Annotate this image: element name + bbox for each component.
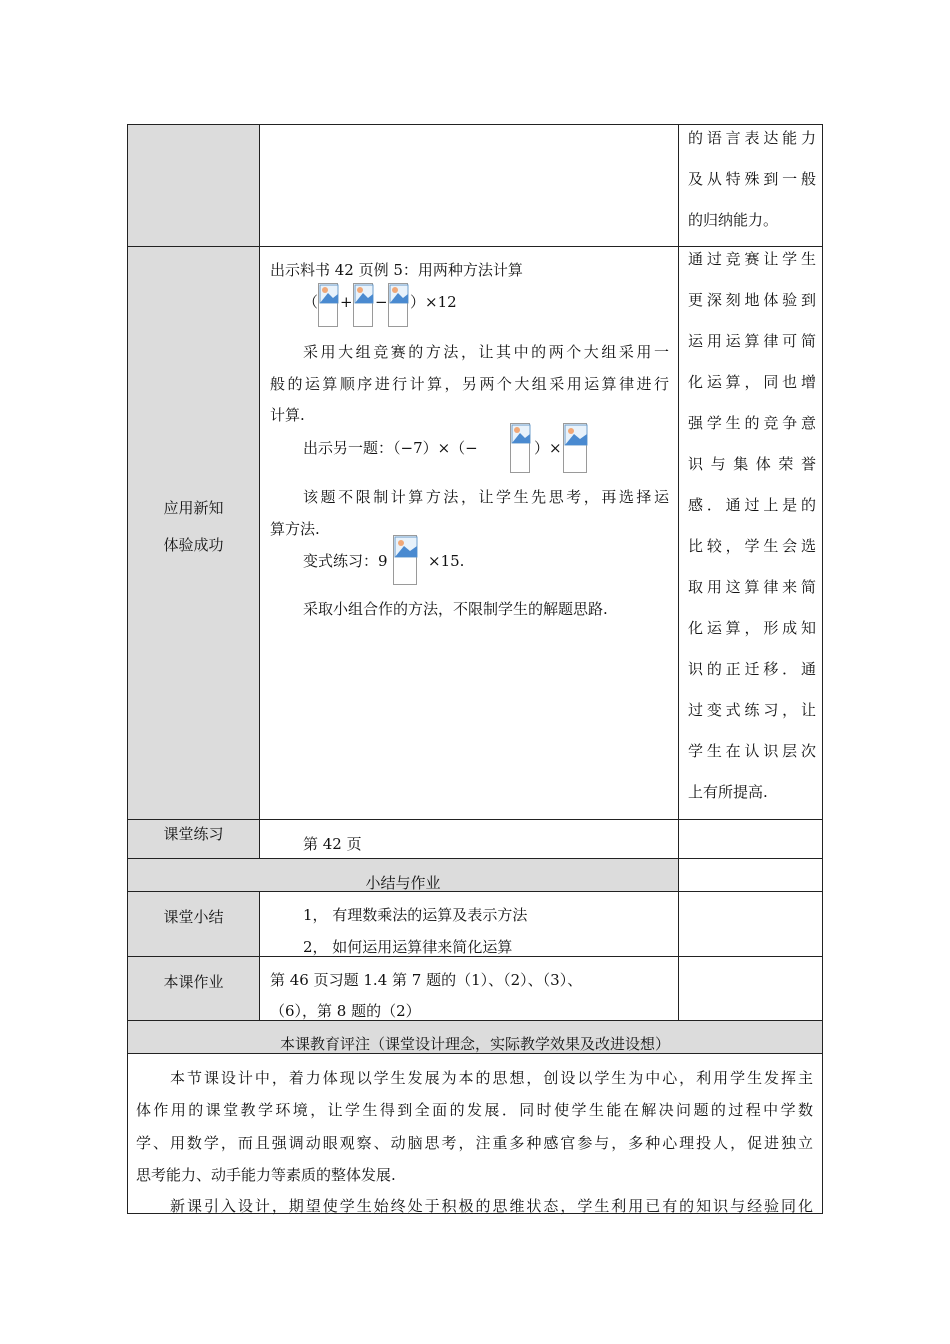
- fraction-image-icon: [510, 423, 530, 473]
- row-divider: [127, 858, 823, 859]
- paragraph-line: 般的运算顺序进行计算，另两个大组采用运算律进行: [270, 375, 669, 393]
- row-divider: [127, 1020, 823, 1021]
- paragraph-line: 该题不限制计算方法，让学生先思考，再选择运: [303, 488, 669, 506]
- right-note-line: 识 与 集 体 荣 誉: [688, 455, 816, 473]
- another-problem-mid: ）×: [534, 439, 562, 457]
- expr-close: ）×12: [410, 293, 457, 311]
- review-paragraph-line: 本节课设计中，着力体现以学生发展为本的思想，创设以学生为中心，利用学生发挥主: [170, 1069, 813, 1087]
- expr-plus: +: [340, 293, 353, 311]
- right-note-line: 运用运算律可简: [688, 332, 816, 350]
- fraction-image-icon: [388, 283, 408, 327]
- right-note-line: 识的正迁移．通: [688, 660, 816, 678]
- right-note-line: 化运算，同也增: [688, 373, 816, 391]
- col-divider: [678, 124, 679, 1021]
- fraction-image-icon: [393, 535, 417, 585]
- summary-item: 2， 如何运用运算律来简化运算: [303, 938, 513, 956]
- review-paragraph-line: 体作用的课堂教学环境，让学生得到全面的发展．同时使学生能在解决问题的过程中学数: [136, 1101, 813, 1119]
- section-label-line1: 应用新知: [163, 499, 224, 517]
- label-col-top-bg: [128, 125, 259, 819]
- review-header: 本课教育评注（课堂设计理念，实际教学效果及改进设想）: [279, 1035, 670, 1053]
- summary-label: 课堂小结: [163, 908, 224, 926]
- col-divider: [259, 124, 260, 859]
- right-note-line: 化运算，形成知: [688, 619, 816, 637]
- row-divider: [127, 246, 823, 247]
- review-paragraph-line: 学、用数学，而且强调动眼观察、动脑思考，注重多种感官参与，多种心理投人，促进独立: [136, 1134, 813, 1152]
- right-note-line: 的语言表达能力: [688, 129, 816, 147]
- right-note-line: 取用这算律来简: [688, 578, 816, 596]
- practice-label: 课堂练习: [163, 825, 224, 843]
- fraction-image-icon: [318, 283, 338, 327]
- example-instruction: 出示料书 42 页例 5：用两种方法计算: [270, 261, 523, 279]
- variant-practice-prefix: 变式练习：9: [303, 552, 388, 570]
- right-note-line: 强学生的竞争意: [688, 414, 816, 432]
- expr-minus: −: [375, 293, 388, 311]
- right-note-line: 比较，学生会选: [688, 537, 816, 555]
- right-note-line: 的归纳能力。: [688, 211, 779, 229]
- practice-content: 第 42 页: [303, 835, 362, 853]
- paragraph-line: 采用大组竞赛的方法，让其中的两个大组采用一: [303, 343, 669, 361]
- table-border-top: [127, 124, 823, 125]
- summary-header: 小结与作业: [365, 874, 441, 892]
- paragraph-line: 计算.: [270, 406, 305, 424]
- homework-line: （6），第 8 题的（2）: [270, 1002, 421, 1020]
- table-border-right: [822, 124, 823, 1214]
- right-note-line: 上有所提高.: [688, 783, 768, 801]
- col-divider: [259, 891, 260, 1021]
- paragraph-line: 采取小组合作的方法，不限制学生的解题思路.: [303, 600, 608, 618]
- right-note-line: 更深刻地体验到: [688, 291, 816, 309]
- fraction-image-icon: [353, 283, 373, 327]
- review-paragraph-line: 思考能力、动手能力等素质的整体发展.: [136, 1166, 396, 1184]
- right-note-line: 过变式练习，让: [688, 701, 816, 719]
- another-problem-prefix: 出示另一题：（−7）×（−: [303, 439, 478, 457]
- variant-practice-suffix: ×15.: [428, 552, 465, 570]
- right-note-line: 学生在认识层次: [688, 742, 816, 760]
- paragraph-line: 算方法.: [270, 520, 320, 538]
- review-paragraph-line: 新课引入设计，期望使学生始终处于积极的思维状态，学生利用已有的知识与经验同化: [170, 1197, 813, 1215]
- section-label-line2: 体验成功: [163, 536, 224, 554]
- right-note-line: 通过竞赛让学生: [688, 250, 816, 268]
- right-note-line: 及从特殊到一般: [688, 170, 816, 188]
- homework-label: 本课作业: [163, 973, 224, 991]
- homework-line: 第 46 页习题 1.4 第 7 题的（1）、（2）、（3）、: [270, 971, 583, 989]
- row-divider: [127, 819, 823, 820]
- right-note-line: 感．通过上是的: [688, 496, 816, 514]
- fraction-image-icon: [563, 423, 587, 473]
- summary-item: 1， 有理数乘法的运算及表示方法: [303, 906, 528, 924]
- expr-open-paren: （: [303, 293, 319, 311]
